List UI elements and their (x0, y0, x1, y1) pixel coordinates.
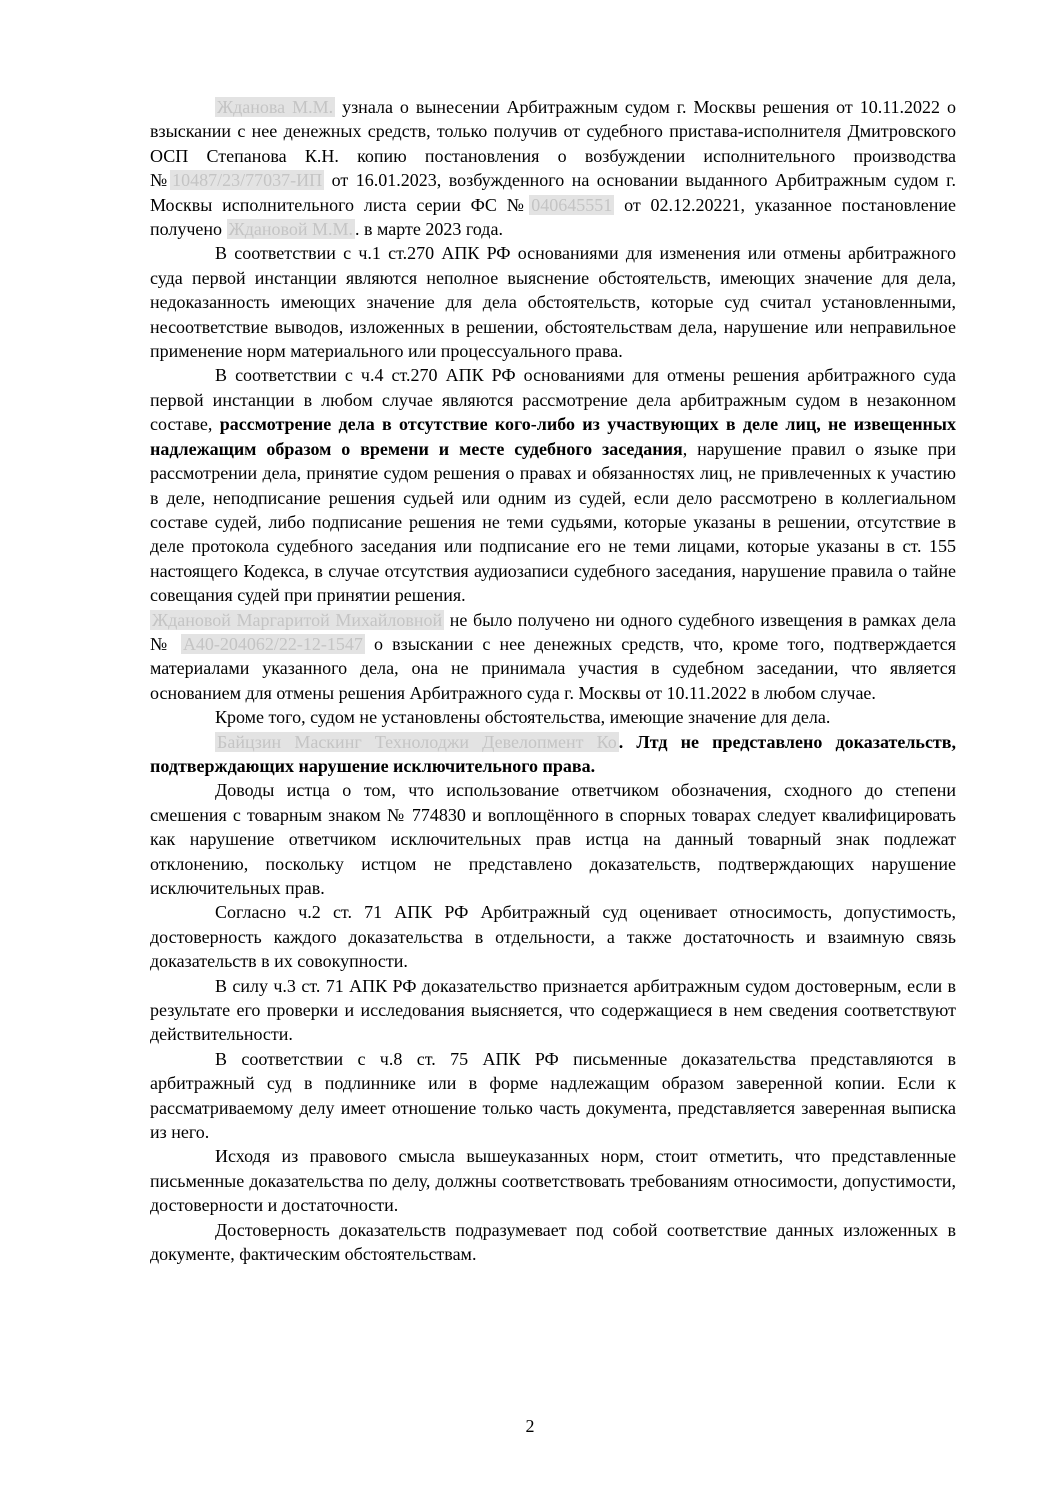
paragraph: Согласно ч.2 ст. 71 АПК РФ Арбитражный суд оценивает относимость, допустимость, достоверность каждого доказательства в отдельности, а также достаточность и взаимную связь доказательств в их совокупности. (150, 902, 956, 972)
redacted-name: Жданова М.М. (217, 97, 334, 117)
paragraph (150, 608, 956, 706)
paragraph-text: не было получено ни одного судебного извещения в рамках дела № (150, 609, 956, 654)
redacted-document-number: 040645551 (531, 194, 613, 215)
page-number: 2 (525, 1416, 535, 1436)
paragraph: В соответствии с ч.8 ст. 75 АПК РФ письменные доказательства представляются в арбитражный суд в подлиннике или в форме надлежащим образом заверенной копии. Если к рассматриваемому делу имеет отношение только часть документа, представляется заверенная выписка из него. (150, 1048, 956, 1143)
bold-emphasis: . Лтд не представлено доказательств, подтверждающих нарушение исключительного права. (150, 731, 956, 776)
paragraph: В соответствии с ч.1 ст.270 АПК РФ основаниями для изменения или отмены арбитражного суда первой инстанции являются неполное выяснение обстоятельств, имеющих значение для дела, недоказанность имеющих значение для дела обстоятельств, которые суд считал установленными, несоответствие выводов, изложенных в решении, обстоятельствам дела, нарушение или неправильное применение норм материального или процессуального права. (150, 243, 956, 362)
paragraph: Исходя из правового смысла вышеуказанных норм, стоит отметить, что представленные письменные доказательства по делу, должны соответствовать требованиям относимости, допустимости, достоверности и достаточности. (150, 1146, 956, 1216)
paragraph-text: о взыскании с нее денежных средств, что, кроме того, подтверждается материалами указанного дела, она не принимала участия в судебном заседании, что является основанием для отмены решения Арбитражного суда г. Москвы от 10.11.2022 в любом случае. (150, 633, 956, 703)
paragraph: Доводы истца о том, что использование ответчиком обозначения, сходного до степени смешения с товарным знаком № 774830 и воплощённого в спорных товарах следует квалифицировать как нарушение ответчиком исключительных прав истца на данный товарный знак подлежат отклонению, поскольку истцом не представлено доказательств, подтверждающих нарушение исключительных прав. (150, 780, 956, 898)
paragraph-text: В соответствии с ч.4 ст.270 АПК РФ основаниями для отмены решения арбитражного суда первой инстанции в любом случае являются рассмотрение дела арбитражным судом в незаконном составе, (150, 365, 956, 435)
paragraph-text: от 02.12.20221, указанное постановление получено (150, 194, 956, 240)
paragraph-text: . в марте 2023 года. (355, 219, 503, 240)
redacted-company-name: Байцзин Маскинг Технолоджи Девелопмент Ко (217, 731, 617, 752)
redacted-name: Ждановой Маргаритой Михайловной (152, 609, 443, 630)
paragraph: Кроме того, судом не установлены обстоятельства, имеющие значение для дела. (215, 707, 831, 728)
document-body (150, 95, 956, 1267)
bold-emphasis: рассмотрение дела в отсутствие кого-либо из участвующих в деле лиц, не извещенных надлежащим образом о времени и месте судебного заседания (150, 414, 956, 459)
paragraph-text: от 16.01.2023, возбужденного на основании выданного Арбитражным судом г. Москвы исполнительного листа серии ФС № (150, 170, 956, 215)
paragraph (150, 730, 956, 779)
paragraph-text: , нарушение правил о языке при рассмотрении дела, принятие судом решения о правах и обязанностях лиц, не привлеченных к участию в деле, неподписание решения судьей или одним из судей, если дело рассмотрено в коллегиальном составе судей, либо подписание решения не теми судьями, которые указаны в решении, отсутствие в деле протокола судебного заседания или подписание его не теми лицами, которые указаны в ст. 155 настоящего Кодекса, в случае отсутствия аудиозаписи судебного заседания, нарушение правила о тайне совещания судей при принятии решения. (150, 438, 956, 606)
redacted-case-number: 10487/23/77037-ИП (172, 170, 323, 191)
paragraph-text: узнала о вынесении Арбитражным судом г. Москвы решения от 10.11.2022 о взыскании с нее денежных средств, только получив от судебного пристава-исполнителя Дмитровского ОСП Степанова К.Н. копию постановления о возбуждении исполнительного производства № (150, 97, 956, 191)
paragraph: В силу ч.3 ст. 71 АПК РФ доказательство признается арбитражным судом достоверным, если в результате его проверки и исследования выясняется, что содержащиеся в нем сведения соответствуют действительности. (150, 975, 956, 1045)
redacted-name: Ждановой М.М. (228, 219, 353, 240)
paragraph (150, 95, 956, 241)
paragraph (150, 363, 956, 607)
redacted-case-number: А40-204062/22-12-1547 (182, 633, 363, 654)
paragraph: Достоверность доказательств подразумевает под собой соответствие данных изложенных в документе, фактическим обстоятельствам. (150, 1219, 956, 1265)
